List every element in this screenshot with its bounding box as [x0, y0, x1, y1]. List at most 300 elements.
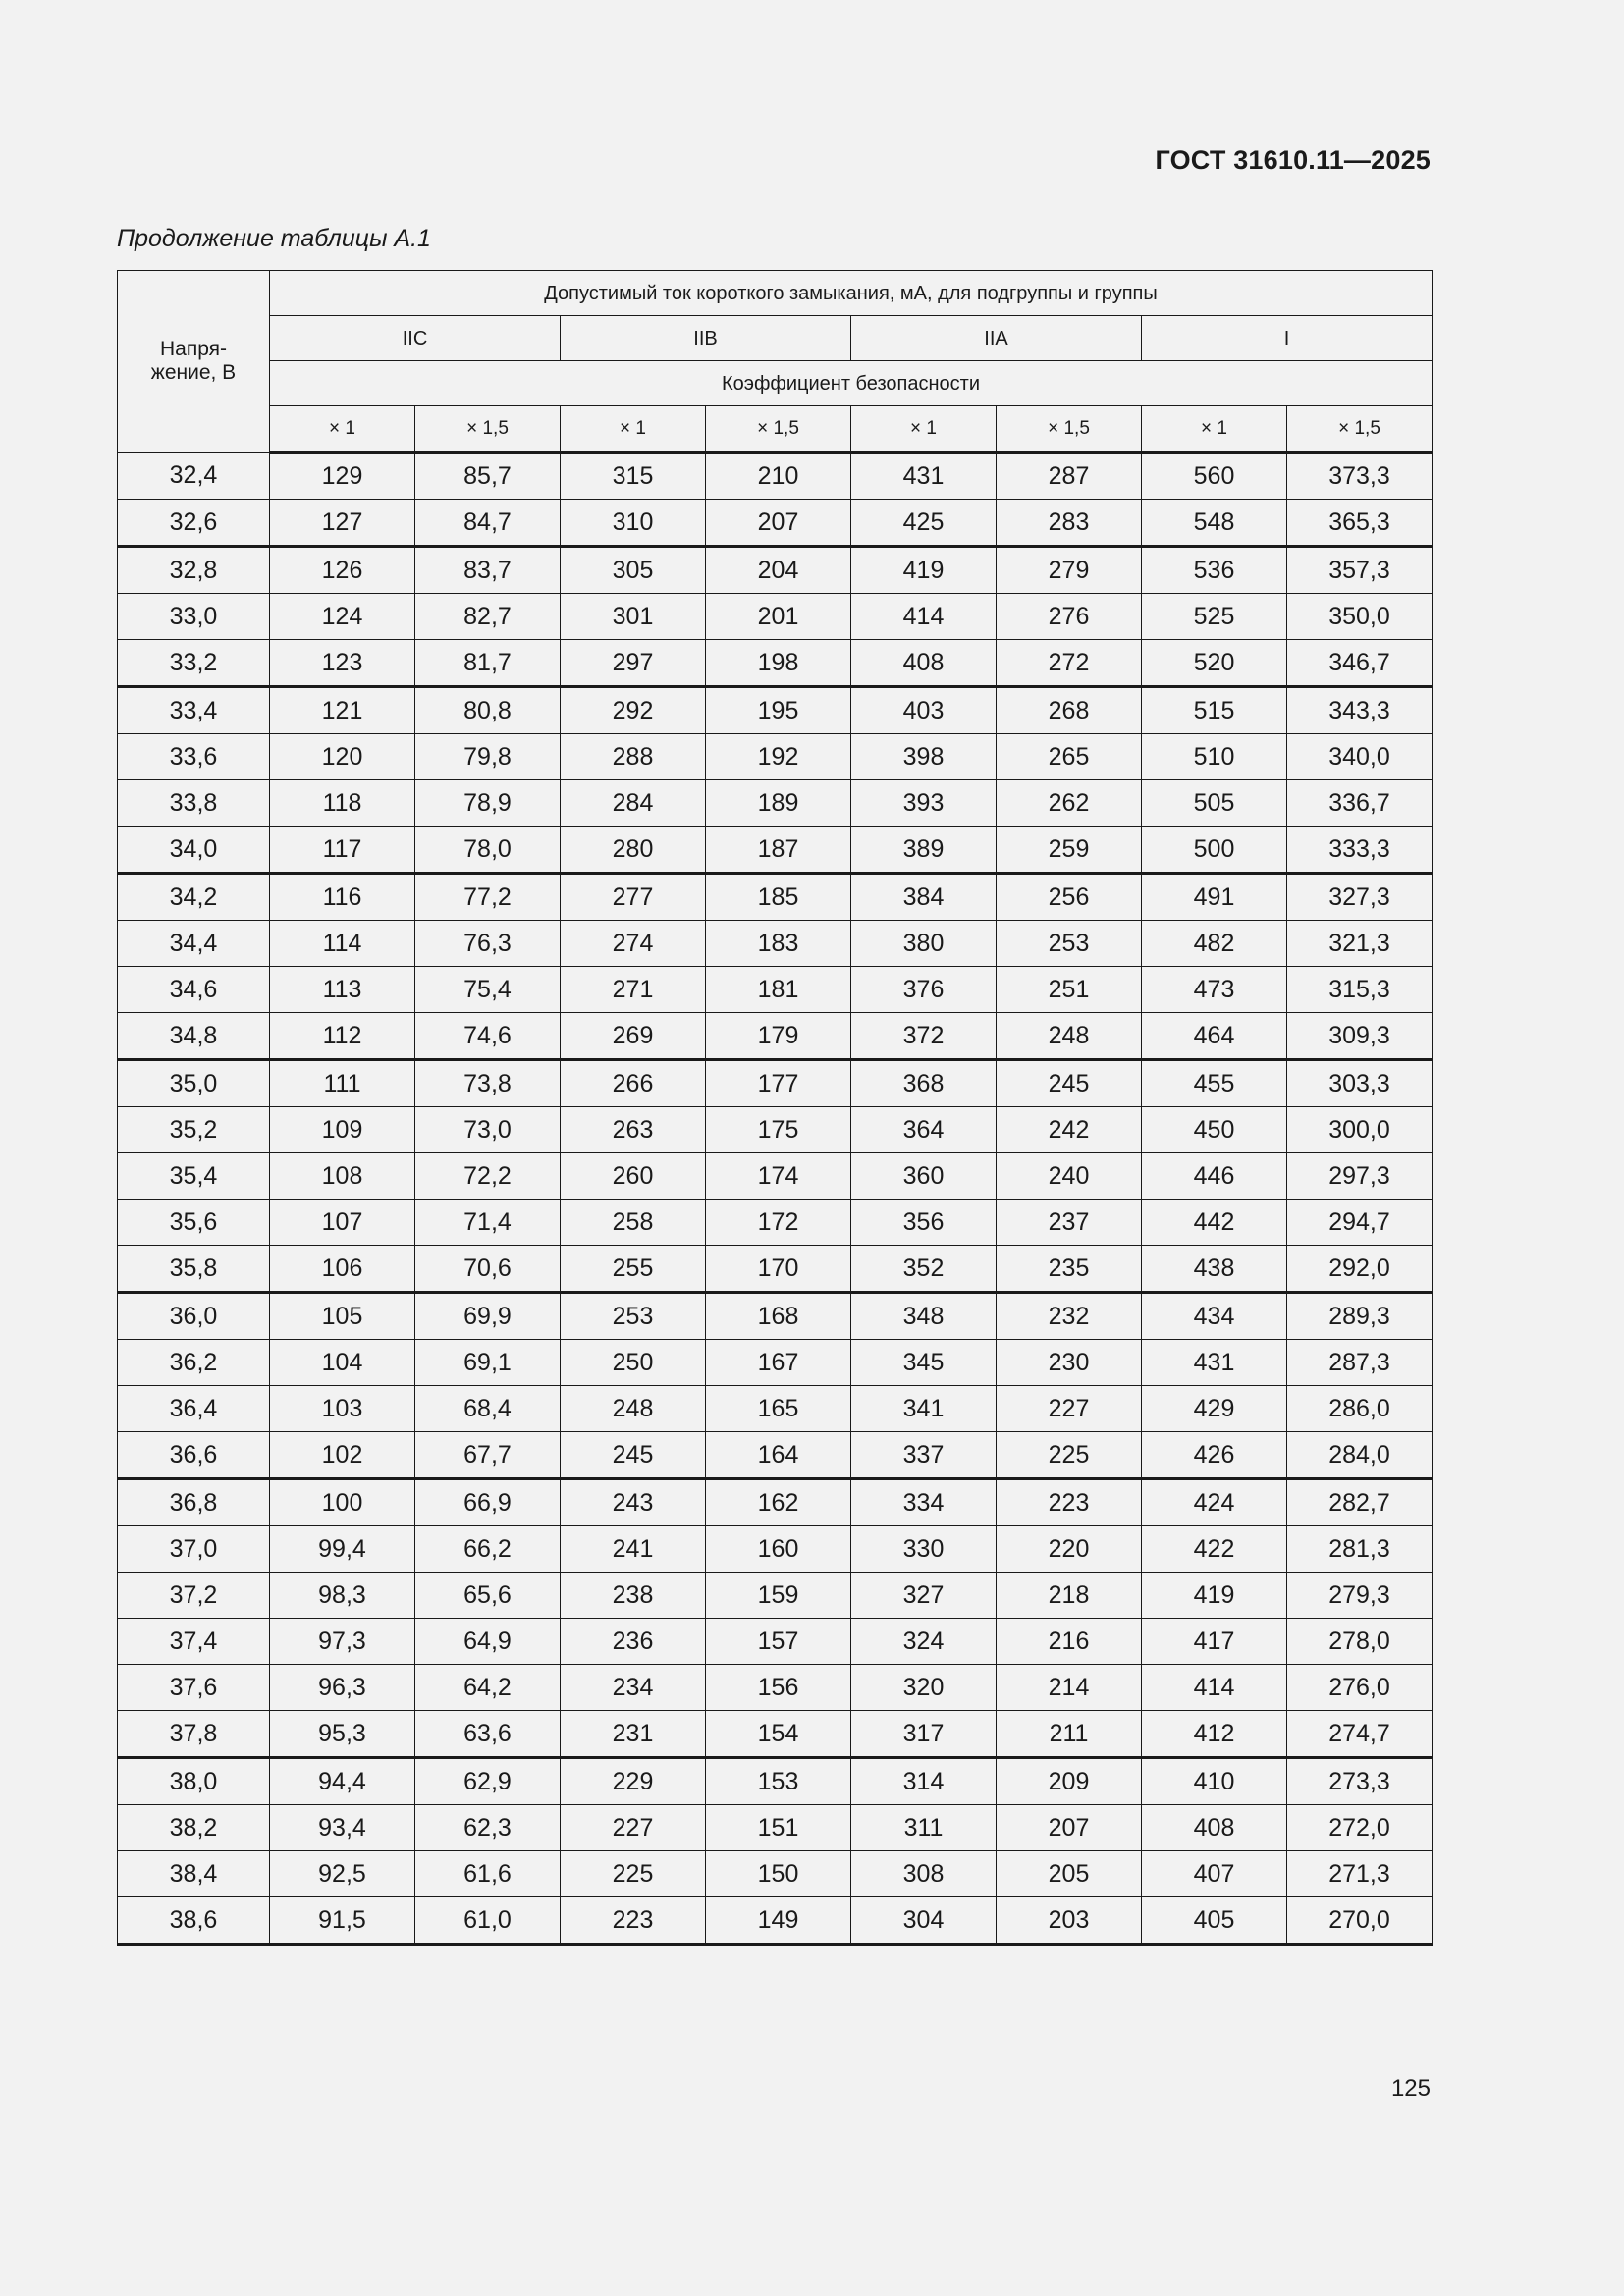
- current-cell: 234: [561, 1665, 706, 1711]
- current-cell: 330: [851, 1526, 997, 1573]
- current-cell: 245: [561, 1432, 706, 1479]
- voltage-header-line-1: Напря-: [159, 338, 228, 360]
- current-cell: 216: [997, 1619, 1142, 1665]
- current-cell: 62,9: [415, 1758, 561, 1805]
- current-cell: 242: [997, 1107, 1142, 1153]
- table-row: [118, 1897, 1433, 1945]
- voltage-cell: 34,4: [118, 921, 270, 967]
- voltage-cell: 38,4: [118, 1851, 270, 1897]
- current-cell: 62,3: [415, 1805, 561, 1851]
- current-cell: 255: [561, 1246, 706, 1293]
- current-cell: 269: [561, 1013, 706, 1060]
- factor-header: × 1: [1142, 406, 1287, 453]
- group-header-iib: IIB: [561, 316, 851, 361]
- factor-header: × 1,5: [706, 406, 851, 453]
- document-number: ГОСТ 31610.11—2025: [1155, 145, 1431, 175]
- current-cell: 446: [1142, 1153, 1287, 1200]
- voltage-cell: 34,6: [118, 967, 270, 1013]
- voltage-cell: 32,4: [118, 453, 270, 500]
- current-cell: 278,0: [1287, 1619, 1433, 1665]
- current-cell: 301: [561, 594, 706, 640]
- current-cell: 207: [997, 1805, 1142, 1851]
- current-cell: 111: [270, 1060, 415, 1107]
- voltage-cell: 36,4: [118, 1386, 270, 1432]
- current-cell: 107: [270, 1200, 415, 1246]
- current-cell: 346,7: [1287, 640, 1433, 687]
- current-cell: 151: [706, 1805, 851, 1851]
- current-cell: 114: [270, 921, 415, 967]
- current-cell: 424: [1142, 1479, 1287, 1526]
- current-cell: 248: [561, 1386, 706, 1432]
- current-cell: 102: [270, 1432, 415, 1479]
- current-cell: 94,4: [270, 1758, 415, 1805]
- current-cell: 124: [270, 594, 415, 640]
- current-cell: 431: [1142, 1340, 1287, 1386]
- current-cell: 560: [1142, 453, 1287, 500]
- current-cell: 321,3: [1287, 921, 1433, 967]
- voltage-cell: 35,6: [118, 1200, 270, 1246]
- current-cell: 425: [851, 500, 997, 547]
- current-cell: 210: [706, 453, 851, 500]
- current-cell: 408: [851, 640, 997, 687]
- current-cell: 372: [851, 1013, 997, 1060]
- current-cell: 98,3: [270, 1573, 415, 1619]
- current-cell: 464: [1142, 1013, 1287, 1060]
- current-cell: 181: [706, 967, 851, 1013]
- current-cell: 283: [997, 500, 1142, 547]
- current-cell: 85,7: [415, 453, 561, 500]
- current-cell: 187: [706, 827, 851, 874]
- safety-factor-header: Коэффициент безопасности: [270, 361, 1433, 406]
- table-row: [118, 1665, 1433, 1711]
- voltage-cell: 37,6: [118, 1665, 270, 1711]
- table-row: [118, 1153, 1433, 1200]
- current-cell: 384: [851, 874, 997, 921]
- factor-header: × 1: [851, 406, 997, 453]
- current-cell: 276,0: [1287, 1665, 1433, 1711]
- current-cell: 310: [561, 500, 706, 547]
- current-cell: 70,6: [415, 1246, 561, 1293]
- current-cell: 292: [561, 687, 706, 734]
- current-cell: 327,3: [1287, 874, 1433, 921]
- current-cell: 185: [706, 874, 851, 921]
- current-cell: 308: [851, 1851, 997, 1897]
- voltage-cell: 38,6: [118, 1897, 270, 1945]
- current-cell: 80,8: [415, 687, 561, 734]
- current-cell: 118: [270, 780, 415, 827]
- current-cell: 419: [1142, 1573, 1287, 1619]
- current-header: Допустимый ток короткого замыкания, мА, для подгруппы и группы: [270, 271, 1433, 316]
- current-cell: 108: [270, 1153, 415, 1200]
- current-cell: 253: [561, 1293, 706, 1340]
- current-cell: 414: [1142, 1665, 1287, 1711]
- voltage-cell: 35,8: [118, 1246, 270, 1293]
- current-cell: 237: [997, 1200, 1142, 1246]
- current-cell: 67,7: [415, 1432, 561, 1479]
- current-cell: 165: [706, 1386, 851, 1432]
- current-cell: 414: [851, 594, 997, 640]
- current-cell: 253: [997, 921, 1142, 967]
- current-cell: 73,8: [415, 1060, 561, 1107]
- current-cell: 159: [706, 1573, 851, 1619]
- current-cell: 341: [851, 1386, 997, 1432]
- current-cell: 357,3: [1287, 547, 1433, 594]
- current-cell: 297: [561, 640, 706, 687]
- current-cell: 65,6: [415, 1573, 561, 1619]
- table-row: [118, 1479, 1433, 1526]
- table-row: [118, 1851, 1433, 1897]
- current-cell: 380: [851, 921, 997, 967]
- current-cell: 304: [851, 1897, 997, 1945]
- current-cell: 305: [561, 547, 706, 594]
- current-cell: 442: [1142, 1200, 1287, 1246]
- current-cell: 297,3: [1287, 1153, 1433, 1200]
- current-cell: 156: [706, 1665, 851, 1711]
- voltage-cell: 38,2: [118, 1805, 270, 1851]
- current-cell: 95,3: [270, 1711, 415, 1758]
- current-cell: 227: [561, 1805, 706, 1851]
- current-cell: 105: [270, 1293, 415, 1340]
- current-cell: 500: [1142, 827, 1287, 874]
- table-row: [118, 1013, 1433, 1060]
- current-cell: 79,8: [415, 734, 561, 780]
- current-cell: 223: [561, 1897, 706, 1945]
- current-cell: 281,3: [1287, 1526, 1433, 1573]
- voltage-cell: 38,0: [118, 1758, 270, 1805]
- voltage-cell: 33,4: [118, 687, 270, 734]
- current-cell: 284,0: [1287, 1432, 1433, 1479]
- current-cell: 74,6: [415, 1013, 561, 1060]
- current-cell: 66,2: [415, 1526, 561, 1573]
- current-cell: 97,3: [270, 1619, 415, 1665]
- current-cell: 230: [997, 1340, 1142, 1386]
- current-cell: 227: [997, 1386, 1142, 1432]
- table-row: [118, 1711, 1433, 1758]
- current-cell: 405: [1142, 1897, 1287, 1945]
- current-cell: 231: [561, 1711, 706, 1758]
- current-cell: 348: [851, 1293, 997, 1340]
- current-cell: 345: [851, 1340, 997, 1386]
- current-cell: 259: [997, 827, 1142, 874]
- current-cell: 266: [561, 1060, 706, 1107]
- current-cell: 279: [997, 547, 1142, 594]
- current-cell: 473: [1142, 967, 1287, 1013]
- current-cell: 92,5: [270, 1851, 415, 1897]
- current-cell: 63,6: [415, 1711, 561, 1758]
- current-cell: 209: [997, 1758, 1142, 1805]
- table-row: [118, 640, 1433, 687]
- table-row: [118, 547, 1433, 594]
- current-cell: 263: [561, 1107, 706, 1153]
- current-cell: 251: [997, 967, 1142, 1013]
- table-row: [118, 1619, 1433, 1665]
- current-cell: 238: [561, 1573, 706, 1619]
- voltage-cell: 37,0: [118, 1526, 270, 1573]
- current-cell: 61,6: [415, 1851, 561, 1897]
- table-row: [118, 921, 1433, 967]
- group-header-i: I: [1142, 316, 1433, 361]
- current-cell: 450: [1142, 1107, 1287, 1153]
- voltage-cell: 34,8: [118, 1013, 270, 1060]
- factor-header: × 1,5: [1287, 406, 1433, 453]
- current-cell: 438: [1142, 1246, 1287, 1293]
- current-cell: 294,7: [1287, 1200, 1433, 1246]
- current-cell: 272,0: [1287, 1805, 1433, 1851]
- current-cell: 99,4: [270, 1526, 415, 1573]
- current-cell: 61,0: [415, 1897, 561, 1945]
- current-cell: 225: [561, 1851, 706, 1897]
- table-row: [118, 827, 1433, 874]
- current-cell: 303,3: [1287, 1060, 1433, 1107]
- current-cell: 311: [851, 1805, 997, 1851]
- current-cell: 164: [706, 1432, 851, 1479]
- current-cell: 408: [1142, 1805, 1287, 1851]
- current-cell: 207: [706, 500, 851, 547]
- current-cell: 350,0: [1287, 594, 1433, 640]
- current-cell: 365,3: [1287, 500, 1433, 547]
- current-cell: 364: [851, 1107, 997, 1153]
- current-cell: 129: [270, 453, 415, 500]
- table-body: [118, 453, 1433, 1945]
- current-cell: 77,2: [415, 874, 561, 921]
- current-cell: 287: [997, 453, 1142, 500]
- current-cell: 340,0: [1287, 734, 1433, 780]
- current-cell: 64,2: [415, 1665, 561, 1711]
- current-cell: 104: [270, 1340, 415, 1386]
- group-header-iic: IIC: [270, 316, 561, 361]
- current-cell: 300,0: [1287, 1107, 1433, 1153]
- current-cell: 343,3: [1287, 687, 1433, 734]
- table-row: [118, 1805, 1433, 1851]
- current-cell: 112: [270, 1013, 415, 1060]
- current-cell: 78,9: [415, 780, 561, 827]
- current-cell: 116: [270, 874, 415, 921]
- current-cell: 162: [706, 1479, 851, 1526]
- current-cell: 270,0: [1287, 1897, 1433, 1945]
- factor-header: × 1: [270, 406, 415, 453]
- current-cell: 482: [1142, 921, 1287, 967]
- group-header-iia: IIA: [851, 316, 1142, 361]
- current-cell: 515: [1142, 687, 1287, 734]
- current-cell: 334: [851, 1479, 997, 1526]
- current-cell: 282,7: [1287, 1479, 1433, 1526]
- table-row: [118, 1246, 1433, 1293]
- current-cell: 373,3: [1287, 453, 1433, 500]
- factor-header: × 1: [561, 406, 706, 453]
- current-cell: 536: [1142, 547, 1287, 594]
- current-cell: 407: [1142, 1851, 1287, 1897]
- voltage-cell: 35,4: [118, 1153, 270, 1200]
- voltage-cell: 34,0: [118, 827, 270, 874]
- current-cell: 410: [1142, 1758, 1287, 1805]
- current-cell: 336,7: [1287, 780, 1433, 827]
- current-cell: 241: [561, 1526, 706, 1573]
- current-cell: 195: [706, 687, 851, 734]
- current-cell: 75,4: [415, 967, 561, 1013]
- current-cell: 123: [270, 640, 415, 687]
- current-cell: 127: [270, 500, 415, 547]
- voltage-cell: 36,0: [118, 1293, 270, 1340]
- current-cell: 315: [561, 453, 706, 500]
- current-cell: 240: [997, 1153, 1142, 1200]
- current-cell: 288: [561, 734, 706, 780]
- voltage-cell: 35,0: [118, 1060, 270, 1107]
- current-cell: 167: [706, 1340, 851, 1386]
- current-cell: 368: [851, 1060, 997, 1107]
- current-cell: 317: [851, 1711, 997, 1758]
- factor-header: × 1,5: [997, 406, 1142, 453]
- current-cell: 177: [706, 1060, 851, 1107]
- table-row: [118, 1758, 1433, 1805]
- current-cell: 360: [851, 1153, 997, 1200]
- current-cell: 211: [997, 1711, 1142, 1758]
- voltage-cell: 33,0: [118, 594, 270, 640]
- voltage-cell: 32,8: [118, 547, 270, 594]
- current-cell: 179: [706, 1013, 851, 1060]
- current-cell: 93,4: [270, 1805, 415, 1851]
- voltage-cell: 36,2: [118, 1340, 270, 1386]
- table-header: [118, 271, 1433, 453]
- current-cell: 260: [561, 1153, 706, 1200]
- current-cell: 422: [1142, 1526, 1287, 1573]
- current-cell: 81,7: [415, 640, 561, 687]
- current-cell: 273,3: [1287, 1758, 1433, 1805]
- table-row: [118, 1293, 1433, 1340]
- current-cell: 337: [851, 1432, 997, 1479]
- current-cell: 68,4: [415, 1386, 561, 1432]
- current-cell: 286,0: [1287, 1386, 1433, 1432]
- current-cell: 154: [706, 1711, 851, 1758]
- current-cell: 284: [561, 780, 706, 827]
- current-cell: 525: [1142, 594, 1287, 640]
- current-cell: 243: [561, 1479, 706, 1526]
- current-cell: 175: [706, 1107, 851, 1153]
- short-circuit-current-table: [117, 270, 1433, 1946]
- table-row: [118, 780, 1433, 827]
- table-row: [118, 687, 1433, 734]
- voltage-cell: 32,6: [118, 500, 270, 547]
- current-cell: 235: [997, 1246, 1142, 1293]
- current-cell: 274,7: [1287, 1711, 1433, 1758]
- current-cell: 309,3: [1287, 1013, 1433, 1060]
- current-cell: 192: [706, 734, 851, 780]
- current-cell: 204: [706, 547, 851, 594]
- current-cell: 160: [706, 1526, 851, 1573]
- table-row: [118, 453, 1433, 500]
- current-cell: 491: [1142, 874, 1287, 921]
- current-cell: 183: [706, 921, 851, 967]
- table-caption: Продолжение таблицы А.1: [117, 225, 431, 252]
- current-cell: 548: [1142, 500, 1287, 547]
- current-cell: 100: [270, 1479, 415, 1526]
- current-cell: 520: [1142, 640, 1287, 687]
- current-cell: 84,7: [415, 500, 561, 547]
- current-cell: 352: [851, 1246, 997, 1293]
- table-row: [118, 1526, 1433, 1573]
- current-cell: 232: [997, 1293, 1142, 1340]
- current-cell: 265: [997, 734, 1142, 780]
- current-cell: 82,7: [415, 594, 561, 640]
- voltage-cell: 33,6: [118, 734, 270, 780]
- voltage-cell: 33,8: [118, 780, 270, 827]
- current-cell: 431: [851, 453, 997, 500]
- current-cell: 157: [706, 1619, 851, 1665]
- current-cell: 153: [706, 1758, 851, 1805]
- current-cell: 73,0: [415, 1107, 561, 1153]
- current-cell: 117: [270, 827, 415, 874]
- current-cell: 83,7: [415, 547, 561, 594]
- current-cell: 71,4: [415, 1200, 561, 1246]
- current-cell: 150: [706, 1851, 851, 1897]
- current-cell: 220: [997, 1526, 1142, 1573]
- current-cell: 250: [561, 1340, 706, 1386]
- table-row: [118, 1573, 1433, 1619]
- voltage-cell: 37,4: [118, 1619, 270, 1665]
- voltage-header-line-2: жение, В: [150, 361, 237, 384]
- current-cell: 236: [561, 1619, 706, 1665]
- current-cell: 198: [706, 640, 851, 687]
- table-row: [118, 594, 1433, 640]
- current-cell: 201: [706, 594, 851, 640]
- current-cell: 393: [851, 780, 997, 827]
- current-cell: 172: [706, 1200, 851, 1246]
- current-cell: 69,1: [415, 1340, 561, 1386]
- table-row: [118, 1107, 1433, 1153]
- current-cell: 109: [270, 1107, 415, 1153]
- current-cell: 276: [997, 594, 1142, 640]
- current-cell: 121: [270, 687, 415, 734]
- table-row: [118, 1200, 1433, 1246]
- voltage-cell: 36,6: [118, 1432, 270, 1479]
- current-cell: 66,9: [415, 1479, 561, 1526]
- current-cell: 412: [1142, 1711, 1287, 1758]
- current-cell: 256: [997, 874, 1142, 921]
- table-row: [118, 734, 1433, 780]
- current-cell: 376: [851, 967, 997, 1013]
- voltage-cell: 33,2: [118, 640, 270, 687]
- current-cell: 170: [706, 1246, 851, 1293]
- current-cell: 268: [997, 687, 1142, 734]
- current-cell: 398: [851, 734, 997, 780]
- current-cell: 106: [270, 1246, 415, 1293]
- current-cell: 279,3: [1287, 1573, 1433, 1619]
- current-cell: 245: [997, 1060, 1142, 1107]
- current-cell: 174: [706, 1153, 851, 1200]
- current-cell: 324: [851, 1619, 997, 1665]
- current-cell: 64,9: [415, 1619, 561, 1665]
- current-cell: 292,0: [1287, 1246, 1433, 1293]
- current-cell: 225: [997, 1432, 1142, 1479]
- current-cell: 103: [270, 1386, 415, 1432]
- voltage-cell: 35,2: [118, 1107, 270, 1153]
- current-cell: 403: [851, 687, 997, 734]
- current-cell: 229: [561, 1758, 706, 1805]
- current-cell: 426: [1142, 1432, 1287, 1479]
- current-cell: 320: [851, 1665, 997, 1711]
- current-cell: 389: [851, 827, 997, 874]
- current-cell: 271: [561, 967, 706, 1013]
- current-cell: 327: [851, 1573, 997, 1619]
- current-cell: 272: [997, 640, 1142, 687]
- current-cell: 289,3: [1287, 1293, 1433, 1340]
- current-cell: 287,3: [1287, 1340, 1433, 1386]
- current-cell: 91,5: [270, 1897, 415, 1945]
- current-cell: 262: [997, 780, 1142, 827]
- current-cell: 205: [997, 1851, 1142, 1897]
- current-cell: 455: [1142, 1060, 1287, 1107]
- current-cell: 419: [851, 547, 997, 594]
- current-cell: 315,3: [1287, 967, 1433, 1013]
